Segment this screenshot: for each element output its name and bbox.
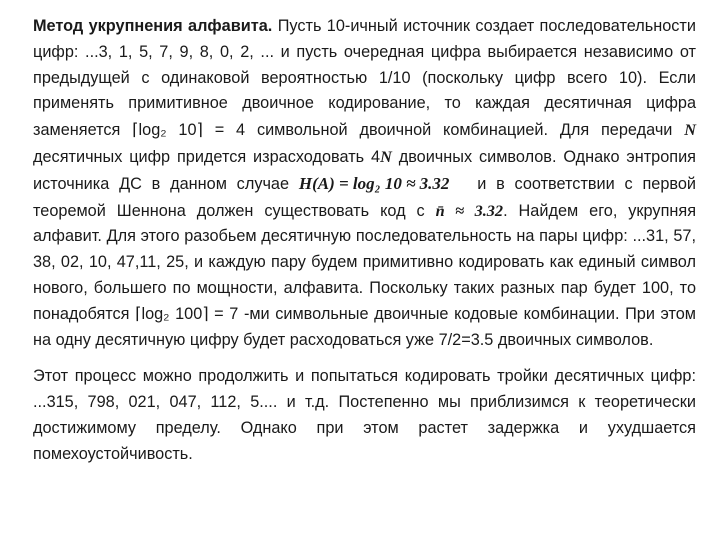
formula-log2-10: ⌈log₂ 10⌉ = 4 (132, 121, 246, 140)
formula-avg-length: n̄ ≈ 3.32 (435, 200, 504, 220)
formula-log2-100: ⌈log₂ 100⌉ = 7 (135, 304, 239, 323)
paragraph-1 (33, 14, 696, 353)
text-segment: -ми символьные двоичные кодовые комбинации. При этом на одну десятичную цифру будет расходоваться уже 7/2=3.5 двоичных символов. (33, 304, 696, 349)
text-segment: двоичных символов. Однако энтропия источника ДС в данном случае (33, 147, 696, 193)
document-body (33, 14, 696, 468)
section-title: Метод укрупнения алфавита. (33, 17, 273, 35)
text-segment: Пусть 10-ичный источник создает последовательности цифр: ...3, 1, 5, 7, 9, 8, 0, 2, ... и пусть очередная цифра выбирается независимо от предыдущей с одинаковой вероятностью 1/10 (поскольку цифр всего 10). Если применять примитивное двоичное кодирование, то каждая десятичная цифра заменяется (33, 17, 696, 140)
formula-entropy: H(A) = log₂ 10 ≈ 3.32 (298, 173, 450, 193)
variable-n: N (684, 120, 697, 140)
text-segment: и в соответствии с первой теоремой Шеннона должен существовать код с (33, 174, 696, 220)
variable-n: N (380, 146, 392, 166)
text-segment: десятичных цифр придется израсходовать 4 (33, 147, 381, 166)
text-segment: . Найдем его, укрупняя алфавит. Для этого разобьем десятичную последовательность на пары цифр: ...31, 57, 38, 02, 10, 47,11, 25, и каждую пару будем примитивно кодировать как единый символ нового, большего по мощности, алфавита. Поскольку таких разных пар будет 100, то понадобятся (33, 201, 697, 323)
text-segment: символьной двоичной комбинацией. Для передачи (256, 121, 673, 140)
paragraph-2: Этот процесс можно продолжить и попытаться кодировать тройки десятичных цифр: ...315, 798, 021, 047, 112, 5.... и т.д. Постепенно мы приблизимся к теоретически достижимому пределу. Однако при этом растет задержка и ухудшается помехоустойчивость. (33, 367, 696, 463)
